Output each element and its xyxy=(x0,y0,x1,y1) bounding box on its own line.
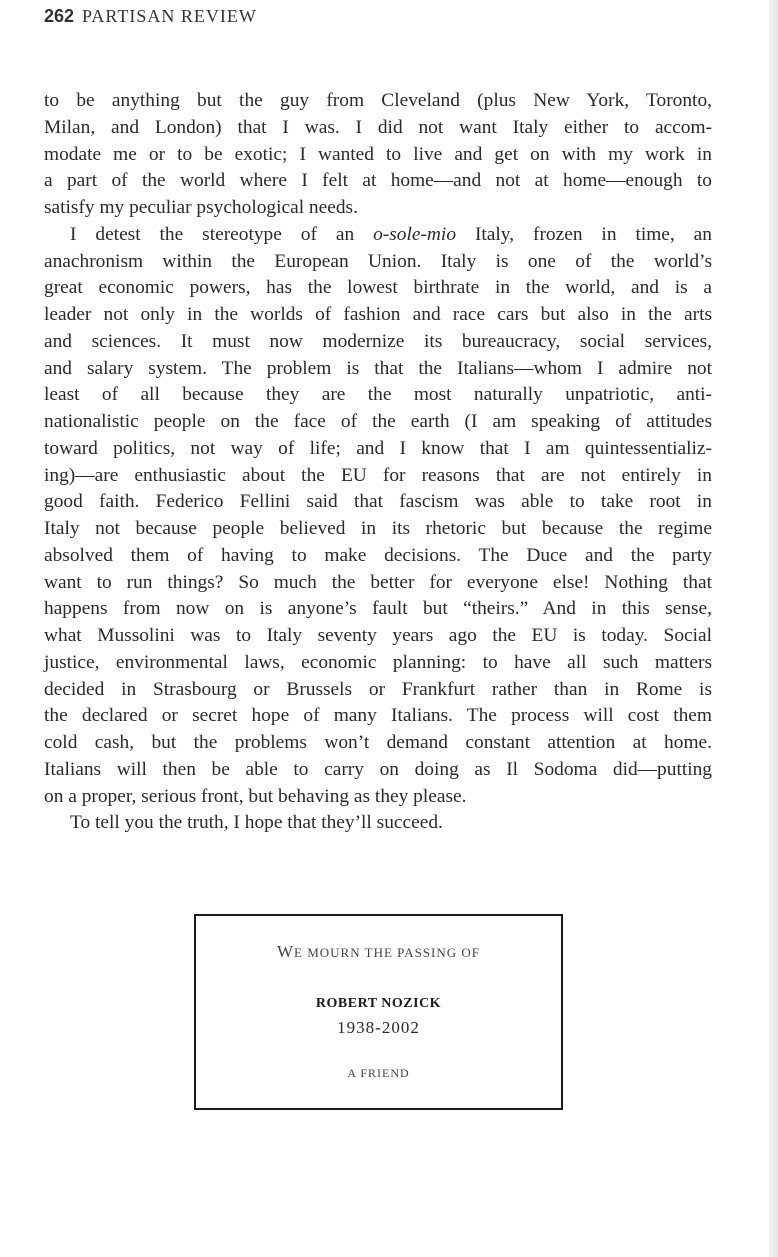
text-line: and salary system. The problem is that the Italians—whom I admire not xyxy=(44,357,712,379)
text-line: Italians will then be able to carry on doing as Il Sodoma did—putting xyxy=(44,758,712,780)
text-line: I detest the stereotype of an o-sole-mio Italy, frozen in time, an xyxy=(70,223,712,245)
journal-title: PARTISAN REVIEW xyxy=(82,6,257,26)
text-line: To tell you the truth, I hope that they’ll succeed. xyxy=(70,812,443,834)
text-line: cold cash, but the problems won’t demand constant attention at home. xyxy=(44,732,712,753)
text-line: justice, environmental laws, economic planning: to have all such matters xyxy=(44,651,712,673)
notice-from: A FRIEND xyxy=(347,1066,410,1080)
text-line: absolved them of having to make decisions. The Duce and the party xyxy=(44,544,712,566)
text-line: least of all because they are the most naturally unpatriotic, anti- xyxy=(44,384,712,406)
notice-lead-rest: E MOURN THE PASSING OF xyxy=(294,945,481,960)
text-line: good faith. Federico Fellini said that fascism was able to take root in xyxy=(44,491,712,513)
text-line: happens from now on is anyone’s fault but “theirs.” And in this sense, xyxy=(44,598,712,620)
notice-name: ROBERT NOZICK xyxy=(315,996,442,1011)
notice-lead-initial: W xyxy=(276,942,295,961)
text-line: what Mussolini was to Italy seventy years ago the EU is today. Social xyxy=(44,625,712,646)
notice-years: 1938-2002 xyxy=(337,1018,420,1037)
text-line: satisfy my peculiar psychological needs. xyxy=(44,197,358,218)
text-line: decided in Strasbourg or Brussels or Frankfurt rather than in Rome is xyxy=(44,678,712,700)
memorial-notice xyxy=(194,914,563,1110)
body-text xyxy=(44,88,712,837)
page-edge xyxy=(769,0,778,1257)
running-header xyxy=(44,6,257,27)
text-line: want to run things? So much the better for everyone else! Nothing that xyxy=(44,571,712,593)
text-line: modate me or to be exotic; I wanted to live and get on with my work in xyxy=(44,143,712,165)
text-line: Italy not because people believed in its rhetoric but because the regime xyxy=(44,518,712,539)
page-number: 262 xyxy=(44,6,75,26)
text-line: anachronism within the European Union. Italy is one of the world’s xyxy=(44,250,712,272)
text-line: to be anything but the guy from Cleveland (plus New York, Toronto, xyxy=(44,90,712,111)
text-line: Milan, and London) that I was. I did not want Italy either to accom- xyxy=(44,116,712,138)
text-line: and sciences. It must now modernize its bureaucracy, social services, xyxy=(44,330,712,352)
text-line: ing)—are enthusiastic about the EU for reasons that are not entirely in xyxy=(44,464,712,486)
text-line: great economic powers, has the lowest birthrate in the world, and is a xyxy=(44,277,712,299)
text-line: the declared or secret hope of many Italians. The process will cost them xyxy=(44,705,712,727)
text-line: nationalistic people on the face of the earth (I am speaking of attitudes xyxy=(44,411,712,432)
text-line: leader not only in the worlds of fashion and race cars but also in the arts xyxy=(44,304,712,325)
notice-lead xyxy=(196,942,561,962)
text-line: toward politics, not way of life; and I know that I am quintessentializ- xyxy=(44,437,712,459)
text-line: on a proper, serious front, but behaving as they please. xyxy=(44,785,467,807)
text-line: a part of the world where I felt at home—and not at home—enough to xyxy=(44,170,712,192)
